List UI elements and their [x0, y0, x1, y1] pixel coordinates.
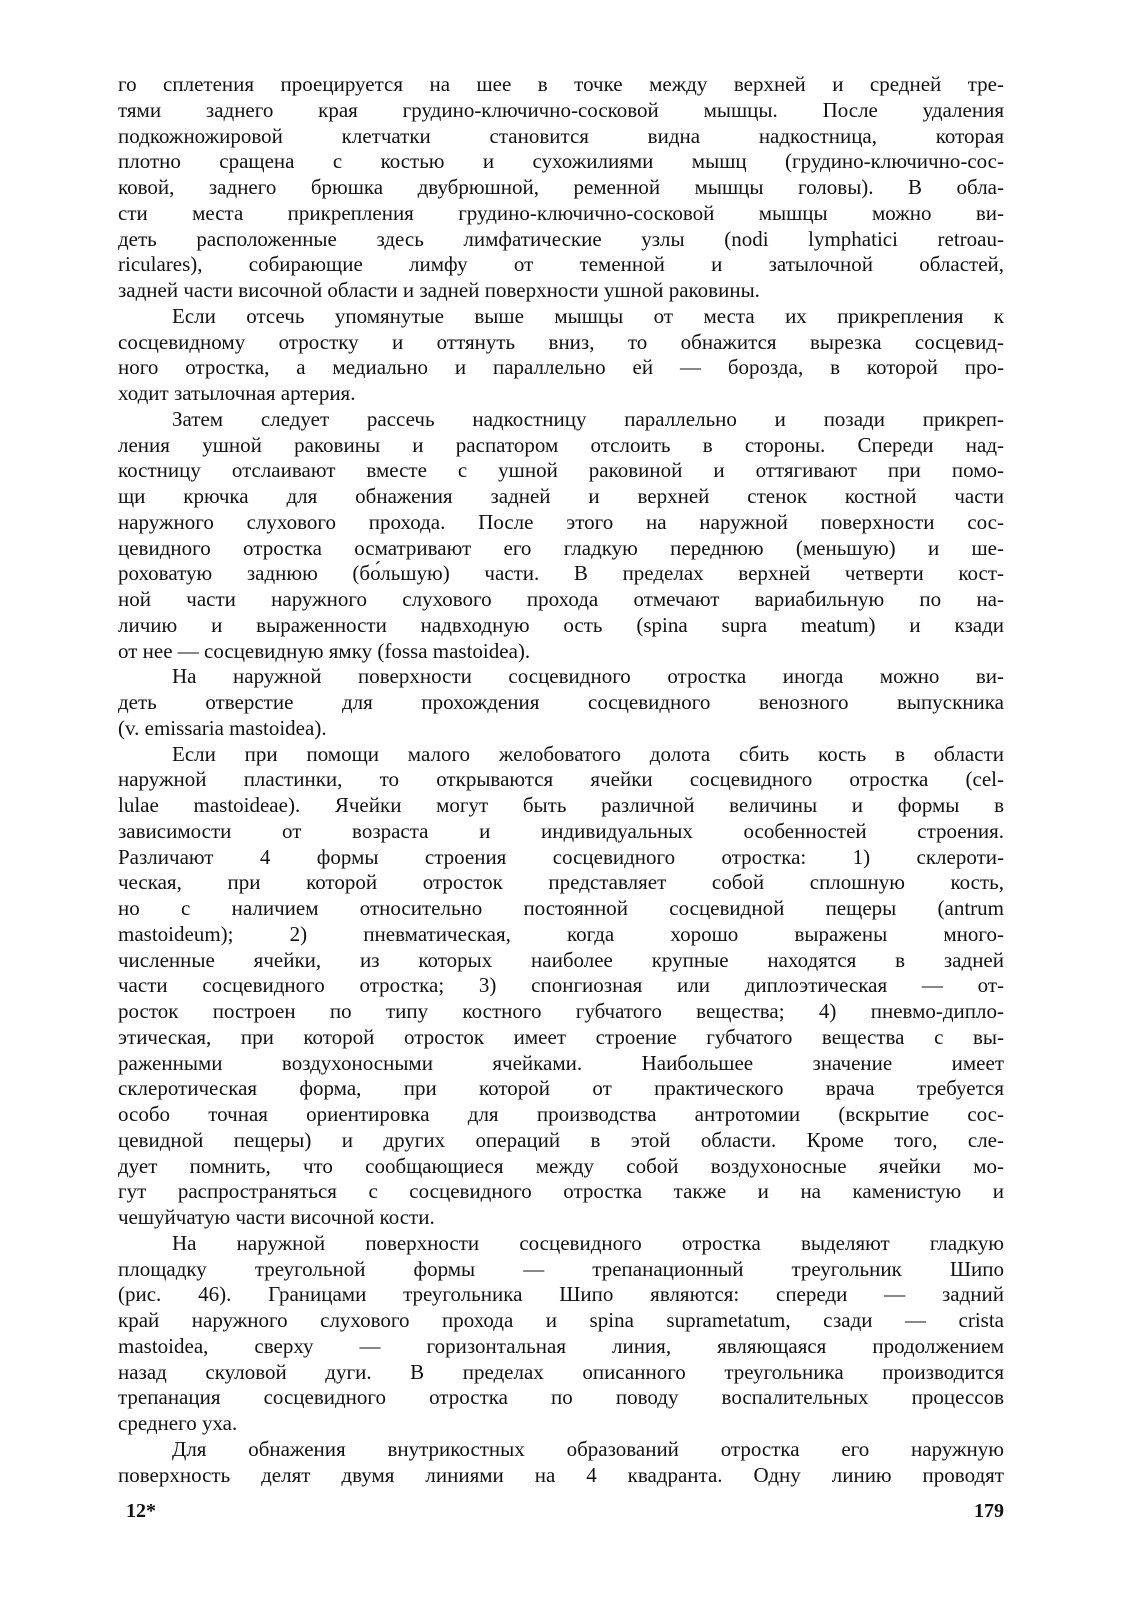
text-line: площадку треугольной формы — трепанационный треугольник Шипо — [118, 1256, 1004, 1281]
text-line: наружного слухового прохода. После этого на наружной поверхности сос- — [118, 509, 1004, 534]
text-line: численные ячейки, из которых наиболее крупные находятся в задней — [118, 947, 1004, 972]
text-line: край наружного слухового прохода и spina suprametatum, сзади — crista — [118, 1308, 1004, 1332]
text-line: личию и выраженности надвходную ость (spina supra meatum) и кзади — [118, 612, 1004, 637]
signature-mark: 12* — [126, 1500, 156, 1522]
text-line: части сосцевидного отростка; 3) спонгиозная или диплоэтическая — от- — [118, 973, 1004, 998]
text-line: Затем следует рассечь надкостницу параллельно и позади прикреп- — [172, 406, 1004, 431]
page-footer — [118, 1500, 1004, 1528]
text-line: чешуйчатую части височной кости. — [118, 1205, 435, 1229]
text-line: (рис. 46). Границами треугольника Шипо являются: спереди — задний — [118, 1282, 1004, 1307]
text-line: (v. emissaria mastoidea). — [118, 715, 327, 740]
text-line: ческая, при которой отросток представляет собой сплошную кость, — [118, 870, 1004, 895]
text-line: дует помнить, что сообщающиеся между собой воздухоносные ячейки мо- — [118, 1153, 1004, 1178]
text-line: среднего уха. — [118, 1411, 238, 1435]
text-line: поверхность делят двумя линиями на 4 квадранта. Одну линию проводят — [118, 1462, 1004, 1487]
text-line: подкожножировой клетчатки становится видна надкостница, которая — [118, 123, 1004, 148]
text-line: назад скуловой дуги. В пределах описанного треугольника производится — [118, 1359, 1004, 1384]
text-line: ковой, заднего брюшка двубрюшной, ременной мышцы головы). В обла- — [118, 175, 1004, 199]
text-line: тями заднего края грудино-ключично-сосковой мышцы. После удаления — [118, 97, 1004, 122]
text-line: ной части наружного слухового прохода отмечают вариабильную по на- — [118, 587, 1004, 611]
text-line: склеротическая форма, при которой от практического врача требуется — [118, 1076, 1004, 1101]
text-line: гут распространяться с сосцевидного отростка также и на каменистую и — [118, 1179, 1004, 1204]
text-line: роховатую заднюю (бо́льшую) части. В пределах верхней четверти кост- — [118, 561, 1004, 586]
text-line: зависимости от возраста и индивидуальных особенностей строения. — [118, 818, 1004, 843]
text-line: особо точная ориентировка для производства антротомии (вскрытие сос- — [118, 1102, 1004, 1126]
text-line: Если отсечь упомянутые выше мышцы от места их прикрепления к — [172, 303, 1004, 328]
text-line: наружной пластинки, то открываются ячейки сосцевидного отростка (cel- — [118, 767, 1004, 792]
text-line: На наружной поверхности сосцевидного отростка иногда можно ви- — [172, 664, 1004, 689]
text-line: раженными воздухоносными ячейками. Наибольшее значение имеет — [118, 1050, 1004, 1075]
text-line: mastoidea, сверху — горизонтальная линия, являющаяся продолжением — [118, 1333, 1004, 1358]
text-line: lulae mastoideae). Ячейки могут быть различной величины и формы в — [118, 793, 1004, 817]
text-line: ления ушной раковины и распатором отслоить в стороны. Спереди над- — [118, 432, 1004, 457]
text-line: деть отверстие для прохождения сосцевидного венозного выпускника — [118, 690, 1004, 714]
text-line: костницу отслаивают вместе с ушной раковиной и оттягивают при помо- — [118, 458, 1004, 483]
text-line: mastoideum); 2) пневматическая, когда хорошо выражены много- — [118, 921, 1004, 946]
text-line: riculares), собирающие лимфу от теменной и затылочной областей, — [118, 252, 1004, 277]
text-line: этическая, при которой отросток имеет строение губчатого вещества с вы- — [118, 1024, 1004, 1049]
text-line: ного отростка, а медиально и параллельно ей — борозда, в которой про- — [118, 355, 1004, 380]
text-line: цевидной пещеры) и других операций в этой области. Кроме того, сле- — [118, 1127, 1004, 1152]
page-body — [118, 72, 1004, 1488]
page-number: 179 — [974, 1500, 1004, 1522]
text-line: от нее — сосцевидную ямку (fossa mastoidea). — [118, 638, 531, 663]
text-line: щи крючка для обнажения задней и верхней стенок костной части — [118, 484, 1004, 508]
text-line: Различают 4 формы строения сосцевидного отростка: 1) склероти- — [118, 844, 1004, 869]
text-line: сти места прикрепления грудино-ключично-сосковой мышцы можно ви- — [118, 200, 1004, 225]
text-line: Для обнажения внутрикостных образований отростка его наружную — [172, 1436, 1004, 1461]
text-line: На наружной поверхности сосцевидного отростка выделяют гладкую — [172, 1230, 1004, 1255]
text-line: сосцевидному отростку и оттянуть вниз, то обнажится вырезка сосцевид- — [118, 329, 1004, 354]
text-line: задней части височной области и задней поверхности ушной раковины. — [118, 278, 760, 302]
text-line: деть расположенные здесь лимфатические узлы (nodi lymphatici retroau- — [118, 226, 1004, 251]
text-line: росток построен по типу костного губчатого вещества; 4) пневмо-дипло- — [118, 999, 1004, 1023]
text-line: но с наличием относительно постоянной сосцевидной пещеры (antrum — [118, 896, 1004, 920]
text-line: плотно сращена с костью и сухожилиями мышц (грудино-ключично-сос- — [118, 149, 1004, 174]
text-line: Если при помощи малого желобоватого долота сбить кость в области — [172, 741, 1004, 766]
text-line: ходит затылочная артерия. — [118, 381, 356, 405]
text-line: го сплетения проецируется на шее в точке между верхней и средней тре- — [118, 72, 1004, 96]
text-line: цевидного отростка осматривают его гладкую переднюю (меньшую) и ше- — [118, 535, 1004, 560]
text-line: трепанация сосцевидного отростка по поводу воспалительных процессов — [118, 1385, 1004, 1410]
